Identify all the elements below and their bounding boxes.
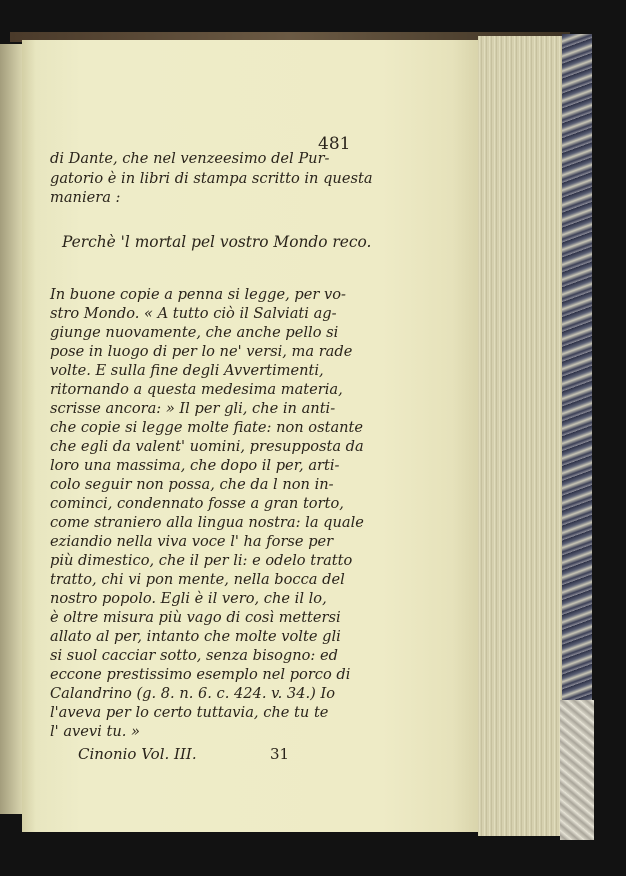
body-line: colo seguir non possa, che da l non in- <box>50 476 334 493</box>
body-line: nostro popolo. Egli è il vero, che il lo, <box>50 590 327 607</box>
body-line: scrisse ancora: » Il per gli, che in anti- <box>50 400 336 417</box>
left-page-edge <box>0 44 22 814</box>
body-line: ritornando a questa medesima materia, <box>50 381 343 398</box>
body-line: stro Mondo. « A tutto ciò il Salviati ag- <box>50 305 337 322</box>
quoted-verse: Perchè 'l mortal pel vostro Mondo reco. <box>62 233 372 251</box>
footer-signature: 31 <box>270 745 290 763</box>
body-line: l'aveva per lo certo tuttavia, che tu te <box>50 704 329 721</box>
body-line: giunge nuovamente, che anche pello si <box>50 324 339 341</box>
body-line: eccone prestissimo esemplo nel porco di <box>50 666 351 683</box>
body-line: Calandrino (g. 8. n. 6. c. 424. v. 34.) Io <box>50 685 336 702</box>
page-number: 481 <box>318 134 351 154</box>
body-line: pose in luogo di per lo ne' versi, ma rade <box>50 343 353 360</box>
body-line: eziandio nella viva voce l' ha forse per <box>50 533 334 550</box>
body-line: che egli da valent' uomini, presupposta da <box>50 438 364 455</box>
body-line: loro una massima, che dopo il per, arti- <box>50 457 340 474</box>
body-line: più dimestico, che il per li: e odelo tratto <box>50 552 353 569</box>
body-line: come straniero alla lingua nostra: la quale <box>50 514 364 531</box>
body-line: In buone copie a penna si legge, per vo- <box>50 286 346 303</box>
body-line: allato al per, intanto che molte volte gli <box>50 628 341 645</box>
body-line: è oltre misura più vago di così mettersi <box>50 609 341 626</box>
body-line: che copie si legge molte fiate: non ostante <box>50 419 364 436</box>
body-line: cominci, condennato fosse a gran torto, <box>50 495 344 512</box>
body-line: volte. E sulla fine degli Avvertimenti, <box>50 362 324 379</box>
intro-line: maniera : <box>50 189 121 206</box>
intro-line: gatorio è in libri di stampa scritto in questa <box>50 170 373 187</box>
body-line: si suol cacciar sotto, senza bisogno: ed <box>50 647 338 664</box>
footer-volume: Cinonio Vol. III. <box>78 745 197 763</box>
body-line: tratto, chi vi pon mente, nella bocca del <box>50 571 345 588</box>
page-leaves-edge <box>478 36 566 836</box>
intro-line: di Dante, che nel venzeesimo del Pur- <box>50 150 330 167</box>
body-line: l' avevi tu. » <box>50 723 140 740</box>
marbled-endpaper <box>560 700 594 840</box>
